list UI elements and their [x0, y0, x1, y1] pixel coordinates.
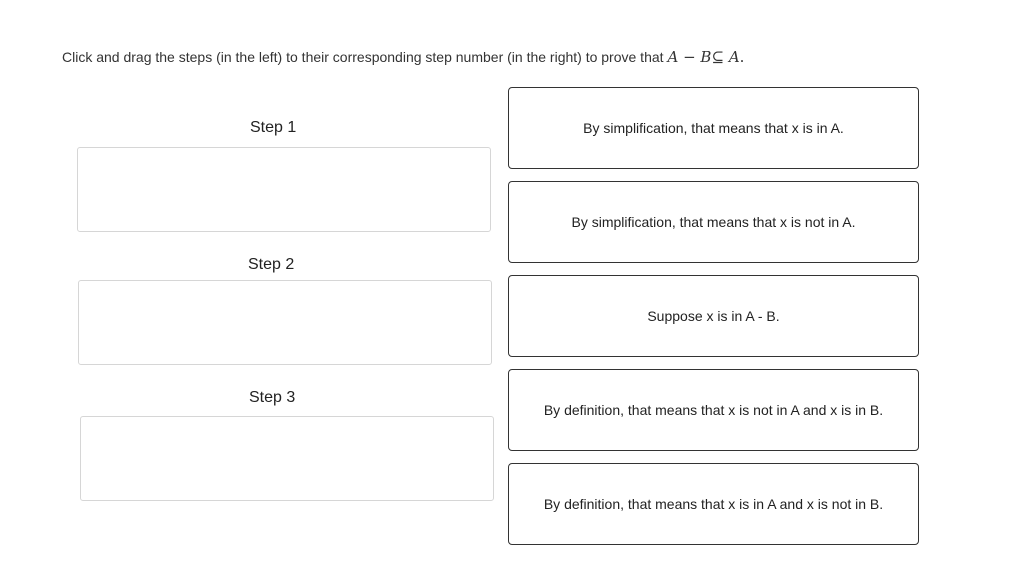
draggable-step-card[interactable]: [508, 87, 919, 169]
proof-statement: [667, 48, 744, 66]
draggable-step-card[interactable]: [508, 275, 919, 357]
step-1-label: Step 1: [250, 119, 297, 136]
card-text: By definition, that means that x is not in A and x is in B.: [543, 402, 884, 418]
draggable-step-card[interactable]: [508, 181, 919, 263]
math-minus: −: [683, 48, 696, 66]
draggable-step-card[interactable]: [508, 463, 919, 545]
math-period: .: [739, 48, 745, 66]
card-text: By simplification, that means that x is in A.: [583, 120, 844, 136]
step-1-drop-zone[interactable]: [77, 147, 491, 232]
step-3-label: Step 3: [249, 389, 296, 406]
step-2-drop-zone[interactable]: [78, 280, 492, 365]
card-text: By simplification, that means that x is not in A.: [571, 214, 856, 230]
math-set-b: B: [700, 48, 712, 66]
step-2-label: Step 2: [248, 256, 295, 273]
card-text: By definition, that means that x is in A and x is not in B.: [543, 496, 884, 512]
question-instruction: [62, 48, 744, 66]
card-text: Suppose x is in A - B.: [647, 308, 780, 324]
math-set-a-right: A: [728, 48, 740, 66]
math-subset: ⊆: [711, 48, 725, 66]
draggable-step-card[interactable]: [508, 369, 919, 451]
math-set-a: A: [667, 48, 679, 66]
step-3-drop-zone[interactable]: [80, 416, 494, 501]
instruction-text: Click and drag the steps (in the left) to their corresponding step number (in the right) to prove that: [62, 49, 664, 65]
